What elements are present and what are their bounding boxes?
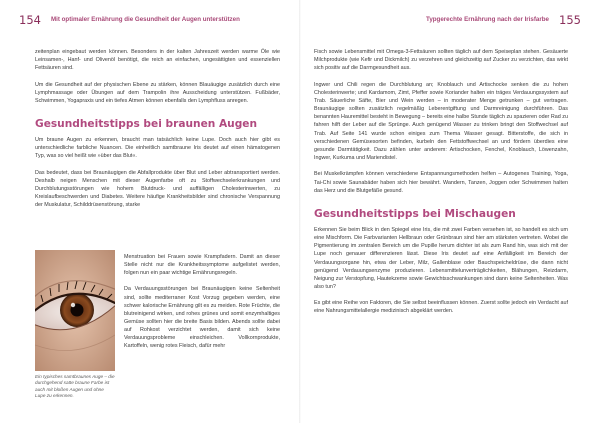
- figure-caption: Ein typisches samtbraunes Auge – die durchgehend satte braune Farbe ist auch mit bloßen Augen und ohne Lupe zu erkennen.: [35, 374, 115, 398]
- page-number: 154: [19, 13, 41, 27]
- paragraph: Menstruation bei Frauen sowie Krampfadern. Damit an dieser Stelle nicht nur die Krankheitssymptome aufgelistet werden, folgen nun ein paar wichtige Ernährungsregeln.: [124, 254, 280, 277]
- page-number: 155: [559, 13, 581, 27]
- paragraph: Das bedeutet, dass bei Braunäugigen die Abfallprodukte über Blut und Leber abtransportiert werden. Deshalb neigen Menschen mit dieser Augenfarbe oft zu Stoffwechselerkrankungen und Durchblutungsstörungen wie hohem Blutdruck- und auffälligen Cholesterinwerten, zu Kreislaufbeschwerden und Diabetes. Weitere häufige Krankheitsbilder sind chronische Verspannung der Muskulatur, Schilddrüsenstörung, starke: [35, 169, 280, 209]
- section-heading: Gesundheitstipps bei braunen Augen: [35, 118, 258, 131]
- paragraph: Um die Gesundheit auf der physischen Ebene zu stärken, können Blauäugige zusätzlich durch eine Lymphmassage oder Übungen auf dem Trampolin ihre Ausscheidung unterstützen. Fußbäder, Schwimmen, Yogapraxis und ein tiefes Atmen können ebenfalls den Lymphfluss anregen.: [35, 81, 280, 104]
- left-page-content: [35, 48, 280, 210]
- paragraph: Fisch sowie Lebensmittel mit Omega-3-Fettsäuren sollten täglich auf dem Speiseplan stehen. Gesäuerte Milchprodukte (wie Kefir und Dickmilch) zu verzehren und gleichzeitig auf Zucker zu verzichten, das wirkt sich positiv auf die Darmgesundheit aus.: [314, 49, 568, 72]
- right-page: [300, 0, 600, 423]
- right-page-header: [300, 13, 600, 29]
- eye-figure: [35, 250, 115, 413]
- running-head: Mit optimaler Ernährung die Gesundheit der Augen unterstützen: [51, 16, 240, 23]
- section-heading: Gesundheitstipps bei Mischaugen: [314, 207, 516, 220]
- brown-eye-image: [35, 250, 115, 371]
- running-head: Typgerechte Ernährung nach der Irisfarbe: [426, 16, 549, 23]
- paragraph: Es gibt eine Reihe von Faktoren, die Sie selbst beeinflussen können. Zuerst sollte jedoch ein Verdacht auf eine Nahrungsmittelallergie medizinisch abgeklärt werden.: [314, 300, 568, 315]
- right-page-content: [314, 48, 568, 316]
- wrapped-text-column: [124, 253, 280, 350]
- paragraph: Um braune Augen zu erkennen, braucht man tatsächlich keine Lupe. Doch auch hier gibt es unterschiedliche farbliche Nuancen. Die einheitlich samtbraune Iris deutet auf einen hämatogenen Typ, was so viel heißt wie »über das Blut«.: [35, 137, 280, 160]
- paragraph: Bei Muskelkrämpfen können verschiedene Entspannungsmethoden helfen – Autogenes Training, Yoga, Tai-Chi sowie Saunabäder haben sich hier bewährt. Wandern, Tanzen, Joggen oder Schwimmen halten das Herz und die Blutgefäße gesund.: [314, 171, 568, 194]
- paragraph: Erkennen Sie beim Blick in den Spiegel eine Iris, die mit zwei Farben versehen ist, so handelt es sich um eine Mischform. Die Farbvarianten Hellbraun oder Grünbraun sind hier am stärksten vertreten. Wobei die Pigmentierung im zentralen Bereich um die Pupille herum dichter ist als zum Rand hin, was sich mit der Lupe noch genauer differenzieren lässt. Diese Iris deutet auf eine Anfälligkeit im Bereich der Verdauungsorgane hin, etwa der Leber, Milz, Gallenblase oder Bauchspeicheldrüse, die dann nicht genügend Verdauungsenzyme produzieren. Lebensmittelunverträglichkeiten, Blähungen, Reizdarm, Neigung zur Verstopfung, Hautekzeme sowie Gewichtsschwankungen sind dann keine Seltenheiten. Was also tun?: [314, 226, 568, 290]
- paragraph: Ingwer und Chili regen die Durchblutung an; Knoblauch und Artischocke senken die zu hohen Cholesterinwerte; und Kardamom, Zimt, Pfeffer sowie Koriander halten ein träges Verdauungssystem auf Trab. Säuerliche Säfte, Bier und Wein werden – in moderater Menge getrunken – gut vertragen. Braunäugige sollten zusätzlich regelmäßig Leberentgiftung und Darmreinigung durchführen. Das benannten Hauremittel besteht in Bewegung – bereits eine halbe Stunde täglich zu spazieren oder Rad zu fahren hilft der Leber auf die Sprünge. Auch genügend Wasser zu trinken bringt den Stoffwechsel auf Trab. Auf Seite 141 wurde schon einiges zum Thema Wasser gesagt. Bitterstoffe, die sich in verschiedenen Gemüsesorten befinden, kurbeln den Fettstoffwechsel an und fördern überdies eine gesunde Darmtätigkeit. Dazu zählen unter anderem: Artischocken, Fenchel, Knoblauch, Löwenzahn, Ingwer, Kurkuma und Mariendistel.: [314, 81, 568, 162]
- paragraph: zeitenplan eingebaut werden können. Besonders in der kalten Jahreszeit werden warme Öle wie Leinsamen-, Hanf- und Olivenöl benötigt, die reich an einfachen, ungesättigten und essenziellen Fettsäuren sind.: [35, 49, 280, 72]
- left-page-header: [0, 13, 300, 29]
- paragraph: Da Verdauungsstörungen bei Braunäugigen keine Seltenheit sind, sollte mediterraner Kost Vorzug gegeben werden, eine schwer kalorische Ernährung gilt es zu meiden. Rote Früchte, die blutreinigend wirken, und rohes grünes und somit enzymhaltiges Gemüse sollten hier die breite Basis bilden. Abends sollte dabei auf Rohkost verzichtet werden, damit sich keine Verdauungsprobleme einschleichen. Vollkornprodukte, Kartoffeln, wenig rotes Fleisch, dafür mehr: [124, 286, 280, 350]
- eye-photo: [35, 250, 115, 371]
